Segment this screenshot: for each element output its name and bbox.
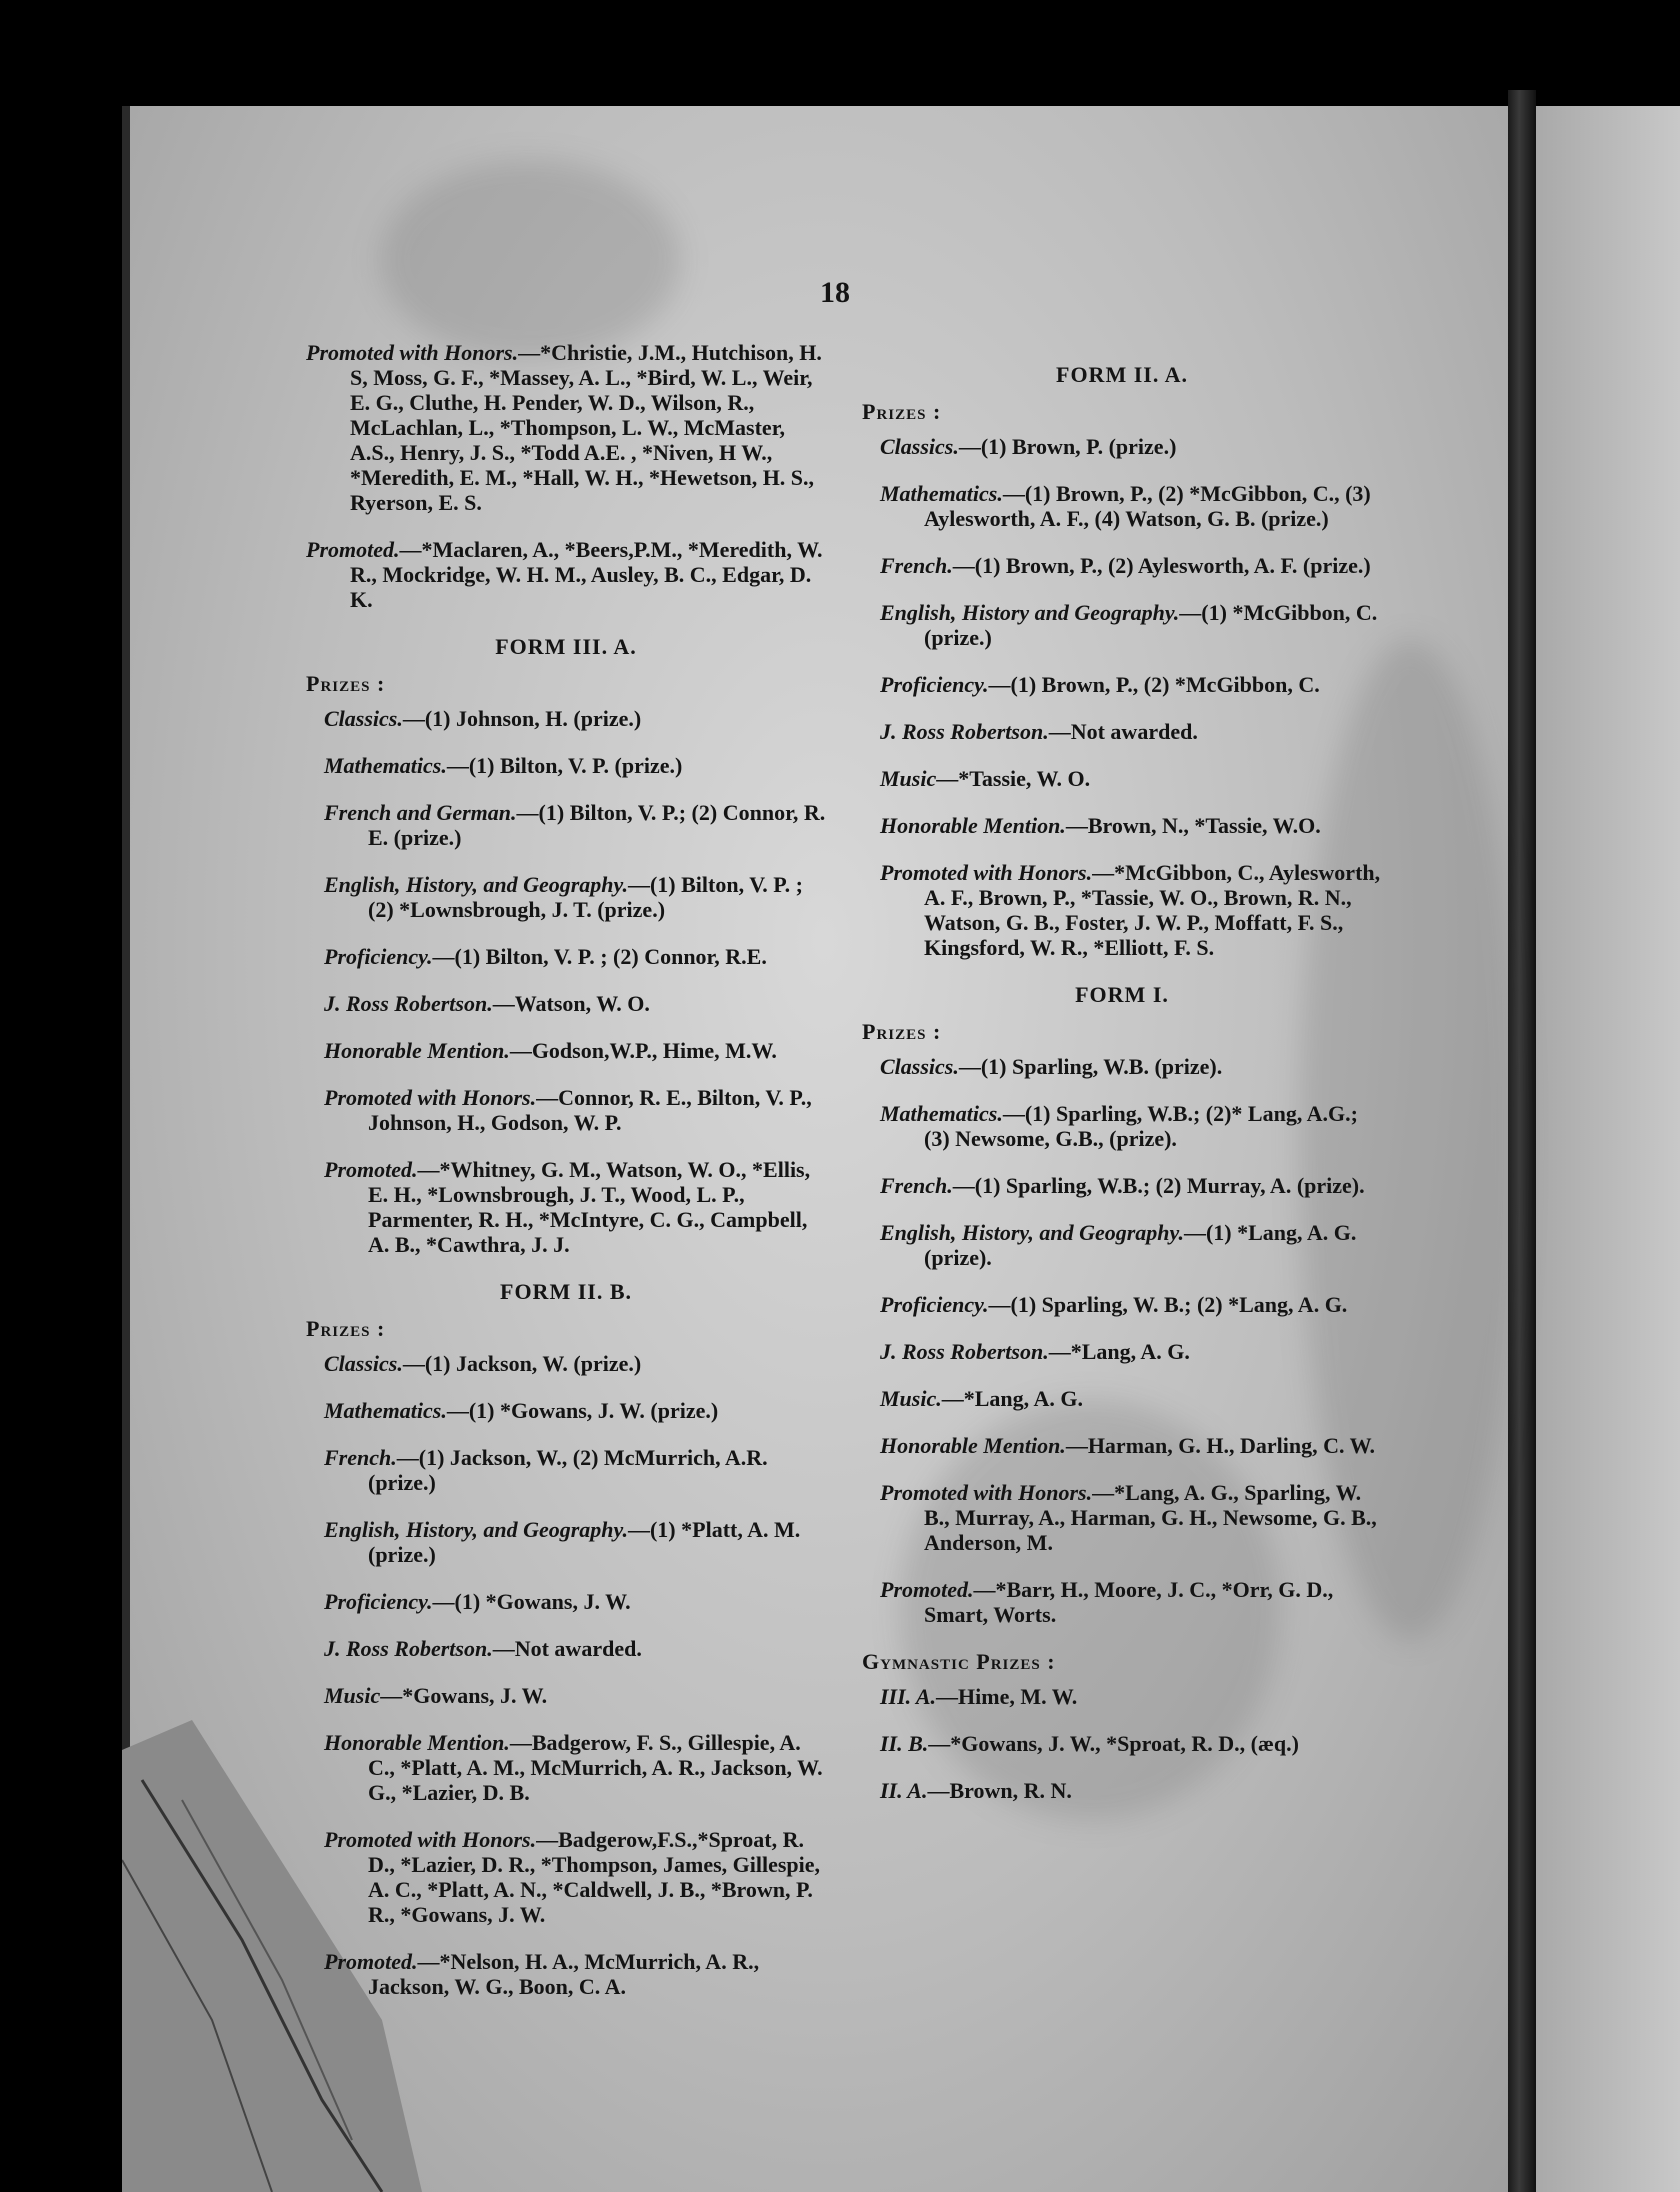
entry-text: —Brown, N., *Tassie, W.O. (1065, 813, 1321, 838)
section-heading: FORM II. B. (500, 1279, 632, 1304)
section-heading: FORM III. A. (495, 634, 637, 659)
entry (862, 766, 1382, 791)
entry (306, 1038, 826, 1063)
entry (306, 1683, 826, 1708)
entry-label: Honorable Mention. (324, 1038, 510, 1063)
entry-label: Mathematics. (880, 1101, 1003, 1126)
entry-label: II. A. (880, 1778, 928, 1803)
entry (306, 1589, 826, 1614)
entry-label: Classics. (324, 706, 403, 731)
section-heading: FORM I. (1075, 982, 1169, 1007)
prizes-label: Prizes : (862, 399, 942, 424)
entry-text: —*Tassie, W. O. (936, 766, 1091, 791)
entry-label: J. Ross Robertson. (324, 991, 493, 1016)
entry-text: —(1) Brown, P., (2) Aylesworth, A. F. (prize.) (952, 553, 1371, 578)
entry (306, 944, 826, 969)
entry (862, 1054, 1382, 1079)
entry (862, 1292, 1382, 1317)
entry-label: Honorable Mention. (324, 1730, 510, 1755)
entry-text: —*Lang, A. G. (941, 1386, 1083, 1411)
entry-text: —(1) Sparling, W.B.; (2)* Lang, A.G.; (3) Newsome, G.B., (prize). (924, 1101, 1358, 1151)
entry-text: —(1) *McGibbon, C. (prize.) (924, 600, 1378, 650)
entry-text: —Not awarded. (1048, 719, 1198, 744)
entry-text: —*Gowans, J. W., *Sproat, R. D., (æq.) (928, 1731, 1299, 1756)
prizes-label: Prizes : (306, 671, 386, 696)
entry-text: —(1) Bilton, V. P. ; (2) Connor, R.E. (432, 944, 767, 969)
entry-text: —*Lang, A. G. (1048, 1339, 1190, 1364)
entry-label: J. Ross Robertson. (324, 1636, 493, 1661)
entry-text: —(1) *Gowans, J. W. (432, 1589, 631, 1614)
entry-label: Promoted. (324, 1949, 418, 1974)
entry (306, 753, 826, 778)
entry (306, 1157, 826, 1257)
entry (862, 1101, 1382, 1151)
entry (862, 1480, 1382, 1555)
entry (862, 600, 1382, 650)
entry (862, 1577, 1382, 1627)
entry-text: —*Maclaren, A., *Beers,P.M., *Meredith, W. R., Mockridge, W. H. M., Ausley, B. C., Edgar, D. K. (350, 537, 823, 612)
entry (306, 1636, 826, 1661)
entry-label: Promoted with Honors. (880, 860, 1093, 885)
entry-text: —(1) Brown, P. (prize.) (958, 434, 1177, 459)
entry-label: English, History and Geography. (880, 600, 1180, 625)
entry-text: —(1) *Lang, A. G. (prize). (924, 1220, 1357, 1270)
entry-label: Honorable Mention. (880, 1433, 1066, 1458)
entry-label: Music (324, 1683, 381, 1708)
entry-text: —Brown, R. N. (927, 1778, 1072, 1803)
entry-text: —*Gowans, J. W. (380, 1683, 548, 1708)
entry (862, 1778, 1382, 1803)
entry-text: —Not awarded. (492, 1636, 642, 1661)
entry (862, 434, 1382, 459)
entry (306, 1085, 826, 1135)
entry-text: —(1) Brown, P., (2) *McGibbon, C., (3) Aylesworth, A. F., (4) Watson, G. B. (prize.) (924, 481, 1371, 531)
right-column (862, 362, 1382, 1825)
entry-label: Classics. (880, 1054, 959, 1079)
entry (862, 553, 1382, 578)
entry-label: Classics. (880, 434, 959, 459)
entry (306, 706, 826, 731)
entry (862, 1173, 1382, 1198)
entry (306, 800, 826, 850)
entry (306, 1445, 826, 1495)
entry-label: Proficiency. (880, 1292, 989, 1317)
entry-text: —Godson,W.P., Hime, M.W. (509, 1038, 777, 1063)
entry-label: French. (880, 553, 953, 578)
facing-page-edge (1536, 106, 1680, 2192)
gymnastic-prizes-label: Gymnastic Prizes : (862, 1649, 1056, 1674)
prizes-label: Prizes : (862, 1019, 942, 1044)
entry-label: III. A. (880, 1684, 937, 1709)
entry-label: Promoted. (306, 537, 400, 562)
entry-label: Promoted with Honors. (880, 1480, 1093, 1505)
entry-text: —Connor, R. E., Bilton, V. P., Johnson, H., Godson, W. P. (368, 1085, 812, 1135)
entry-label: Promoted with Honors. (324, 1085, 537, 1110)
entry-label: French. (880, 1173, 953, 1198)
entry-text: —(1) Sparling, W.B. (prize). (958, 1054, 1223, 1079)
entry-text: —Hime, M. W. (936, 1684, 1078, 1709)
entry (306, 1827, 826, 1927)
entry-label: Music (880, 766, 937, 791)
entry-label: French and German. (324, 800, 517, 825)
form-2b-entries (306, 1351, 826, 1999)
entry-label: Promoted with Honors. (324, 1827, 537, 1852)
entry-label: Proficiency. (324, 944, 433, 969)
entry-text: —Harman, G. H., Darling, C. W. (1065, 1433, 1376, 1458)
entry-label: Mathematics. (324, 1398, 447, 1423)
entry-label: Mathematics. (324, 753, 447, 778)
entry-text: —(1) Brown, P., (2) *McGibbon, C. (988, 672, 1320, 697)
entry-text: —(1) Johnson, H. (prize.) (402, 706, 642, 731)
entry (306, 1949, 826, 1999)
form-1-entries (862, 1054, 1382, 1627)
entry-label: Promoted. (324, 1157, 418, 1182)
entry (862, 1731, 1382, 1756)
entry-label: II. B. (880, 1731, 929, 1756)
entry-label: J. Ross Robertson. (880, 719, 1049, 744)
entry-text: —*Christie, J.M., Hutchison, H. S, Moss, G. F., *Massey, A. L., *Bird, W. L., Weir, E. G., Cluthe, H. Pender, W. D., Wilson, R., McLachlan, L., *Thompson, L. W., McMaster, A.S., Henry, J. S., *Todd A.E. , *Niven, H W., *Meredith, E. M., *Hall, W. H., *Hewetson, H. S., Ryerson, E. S. (350, 340, 822, 515)
entry-text: —(1) Jackson, W., (2) McMurrich, A.R. (prize.) (368, 1445, 768, 1495)
entry-text: —(1) Sparling, W.B.; (2) Murray, A. (prize). (952, 1173, 1365, 1198)
entry-text: —Badgerow,F.S.,*Sproat, R. D., *Lazier, D. R., *Thompson, James, Gillespie, A. C., *Platt, A. N., *Caldwell, J. B., *Brown, P. R., *Gowans, J. W. (368, 1827, 821, 1927)
entry-text: —*Nelson, H. A., McMurrich, A. R., Jackson, W. G., Boon, C. A. (368, 1949, 760, 1999)
entry-label: Promoted with Honors. (306, 340, 519, 365)
water-stain (380, 160, 680, 360)
entry (306, 872, 826, 922)
entry (306, 1517, 826, 1567)
section-heading: FORM II. A. (1056, 362, 1188, 387)
entry-text: —*McGibbon, C., Aylesworth, A. F., Brown, P., *Tassie, W. O., Brown, R. N., Watson, G. B., Foster, J. W. P., Moffatt, F. S., Kingsford, W. R., *Elliott, F. S. (924, 860, 1381, 960)
entry (862, 1339, 1382, 1364)
entry (306, 1398, 826, 1423)
entry-text: —*Barr, H., Moore, J. C., *Orr, G. D., Smart, Worts. (924, 1577, 1334, 1627)
entry-label: Mathematics. (880, 481, 1003, 506)
entry-text: —(1) *Gowans, J. W. (prize.) (446, 1398, 719, 1423)
entry-label: French. (324, 1445, 397, 1470)
entry-text: —(1) Bilton, V. P. (prize.) (446, 753, 683, 778)
entry-text: —(1) Sparling, W. B.; (2) *Lang, A. G. (988, 1292, 1348, 1317)
entry-label: English, History, and Geography. (880, 1220, 1184, 1245)
entry-label: Promoted. (880, 1577, 974, 1602)
form-3a-entries (306, 706, 826, 1257)
entry (862, 1220, 1382, 1270)
entry-text: —(1) Bilton, V. P. ; (2) *Lownsbrough, J. T. (prize.) (368, 872, 803, 922)
entry (862, 1386, 1382, 1411)
entry (306, 1730, 826, 1805)
entry-text: —*Whitney, G. M., Watson, W. O., *Ellis, E. H., *Lownsbrough, J. T., Wood, L. P., Parmenter, R. H., *McIntyre, C. G., Campbell, A. B., *Cawthra, J. J. (368, 1157, 811, 1257)
entry-label: Honorable Mention. (880, 813, 1066, 838)
entry (862, 719, 1382, 744)
entry-text: —(1) *Platt, A. M. (prize.) (368, 1517, 801, 1567)
entry-label: English, History, and Geography. (324, 1517, 628, 1542)
entry (306, 1351, 826, 1376)
entry-text: —Badgerow, F. S., Gillespie, A. C., *Platt, A. M., McMurrich, A. R., Jackson, W. G., *Lazier, D. B. (368, 1730, 823, 1805)
entry-label: Classics. (324, 1351, 403, 1376)
entry (306, 991, 826, 1016)
gymnastic-entries (862, 1684, 1382, 1803)
entry (862, 1433, 1382, 1458)
form-2a-entries (862, 434, 1382, 960)
form-4-continuation (306, 340, 826, 612)
entry-label: J. Ross Robertson. (880, 1339, 1049, 1364)
entry-label: Music. (880, 1386, 942, 1411)
entry-text: —Watson, W. O. (492, 991, 650, 1016)
entry (862, 1684, 1382, 1709)
entry-text: —*Lang, A. G., Sparling, W. B., Murray, A., Harman, G. H., Newsome, G. B., Anderson, M. (924, 1480, 1377, 1555)
entry-text: —(1) Bilton, V. P.; (2) Connor, R. E. (prize.) (368, 800, 826, 850)
prizes-label: Prizes : (306, 1316, 386, 1341)
entry-label: English, History, and Geography. (324, 872, 628, 897)
page-number: 18 (820, 276, 850, 309)
entry (862, 672, 1382, 697)
entry (862, 813, 1382, 838)
entry-label: Proficiency. (880, 672, 989, 697)
entry-text: —(1) Jackson, W. (prize.) (402, 1351, 642, 1376)
entry (306, 537, 826, 612)
entry (306, 340, 826, 515)
entry (862, 481, 1382, 531)
entry-label: Proficiency. (324, 1589, 433, 1614)
entry (862, 860, 1382, 960)
left-column (306, 340, 826, 2021)
